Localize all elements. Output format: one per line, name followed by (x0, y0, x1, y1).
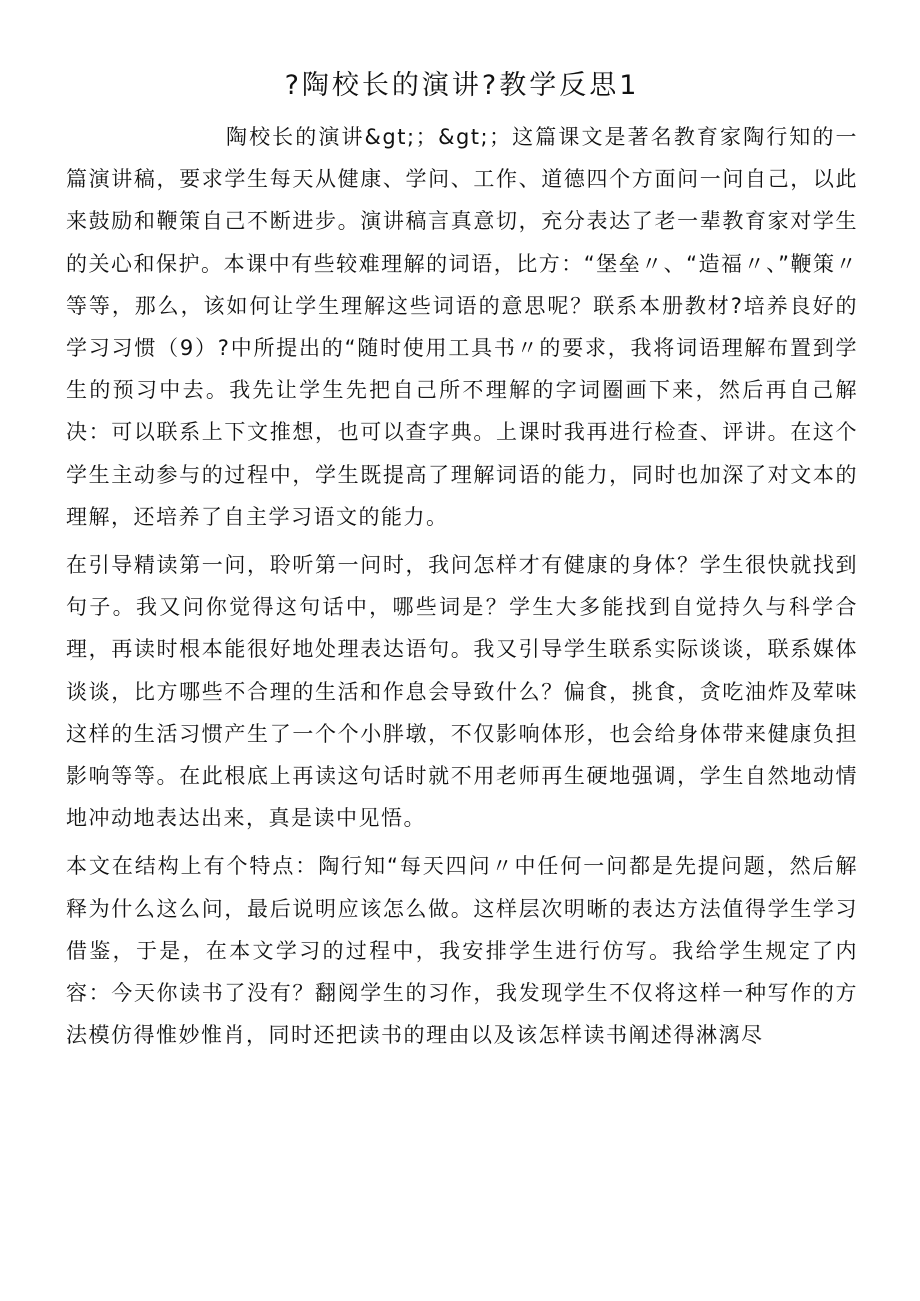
document-title: ?陶校长的演讲?教学反思1 (284, 70, 640, 101)
document-page (66, 62, 858, 1062)
paragraph-3: 本文在结构上有个特点：陶行知“每天四问〃中任何一问都是先提问题，然后解释为什么这么问，最后说明应该怎么做。这样层次明晰的表达方法值得学生学习借鉴，于是，在本文学习的过程中，我安排学生进行仿写。我给学生规定了内容：今天你读书了没有？翻阅学生的习作，我发现学生不仅将这样一种写作的方法模仿得惟妙惟肖，同时还把读书的理由以及该怎样读书阐述得淋漓尽 (66, 854, 858, 1048)
paragraph-1: 陶校长的演讲&gt;；&gt;；这篇课文是著名教育家陶行知的一篇演讲稿，要求学生每天从健康、学问、工作、道德四个方面问一问自己，以此来鼓励和鞭策自己不断进步。演讲稿言真意切，充分表达了老一辈教育家对学生的关心和保护。本课中有些较难理解的词语，比方：“堡垒〃、“造福〃、”鞭策〃等等，那么，该如何让学生理解这些词语的意思呢？联系本册教材?培养良好的学习习惯（9）?中所提出的“随时使用工具书〃的要求，我将词语理解布置到学生的预习中去。我先让学生先把自己所不理解的字词圈画下来，然后再自己解决：可以联系上下文推想，也可以查字典。上课时我再进行检查、评讲。在这个学生主动参与的过程中，学生既提高了理解词语的能力，同时也加深了对文本的理解，还培养了自主学习语文的能力。 (66, 125, 858, 529)
paragraph-2: 在引导精读第一问，聆听第一问时，我问怎样才有健康的身体？学生很快就找到句子。我又问你觉得这句话中，哪些词是？学生大多能找到自觉持久与科学合理，再读时根本能很好地处理表达语句。我又引导学生联系实际谈谈，联系媒体谈谈，比方哪些不合理的生活和作息会导致什么？偏食，挑食，贪吃油炸及荤味这样的生活习惯产生了一个个小胖墩，不仅影响体形，也会给身体带来健康负担影响等等。在此根底上再读这句话时就不用老师再生硬地强调，学生自然地动情地冲动地表达出来，真是读中见悟。 (66, 553, 858, 831)
